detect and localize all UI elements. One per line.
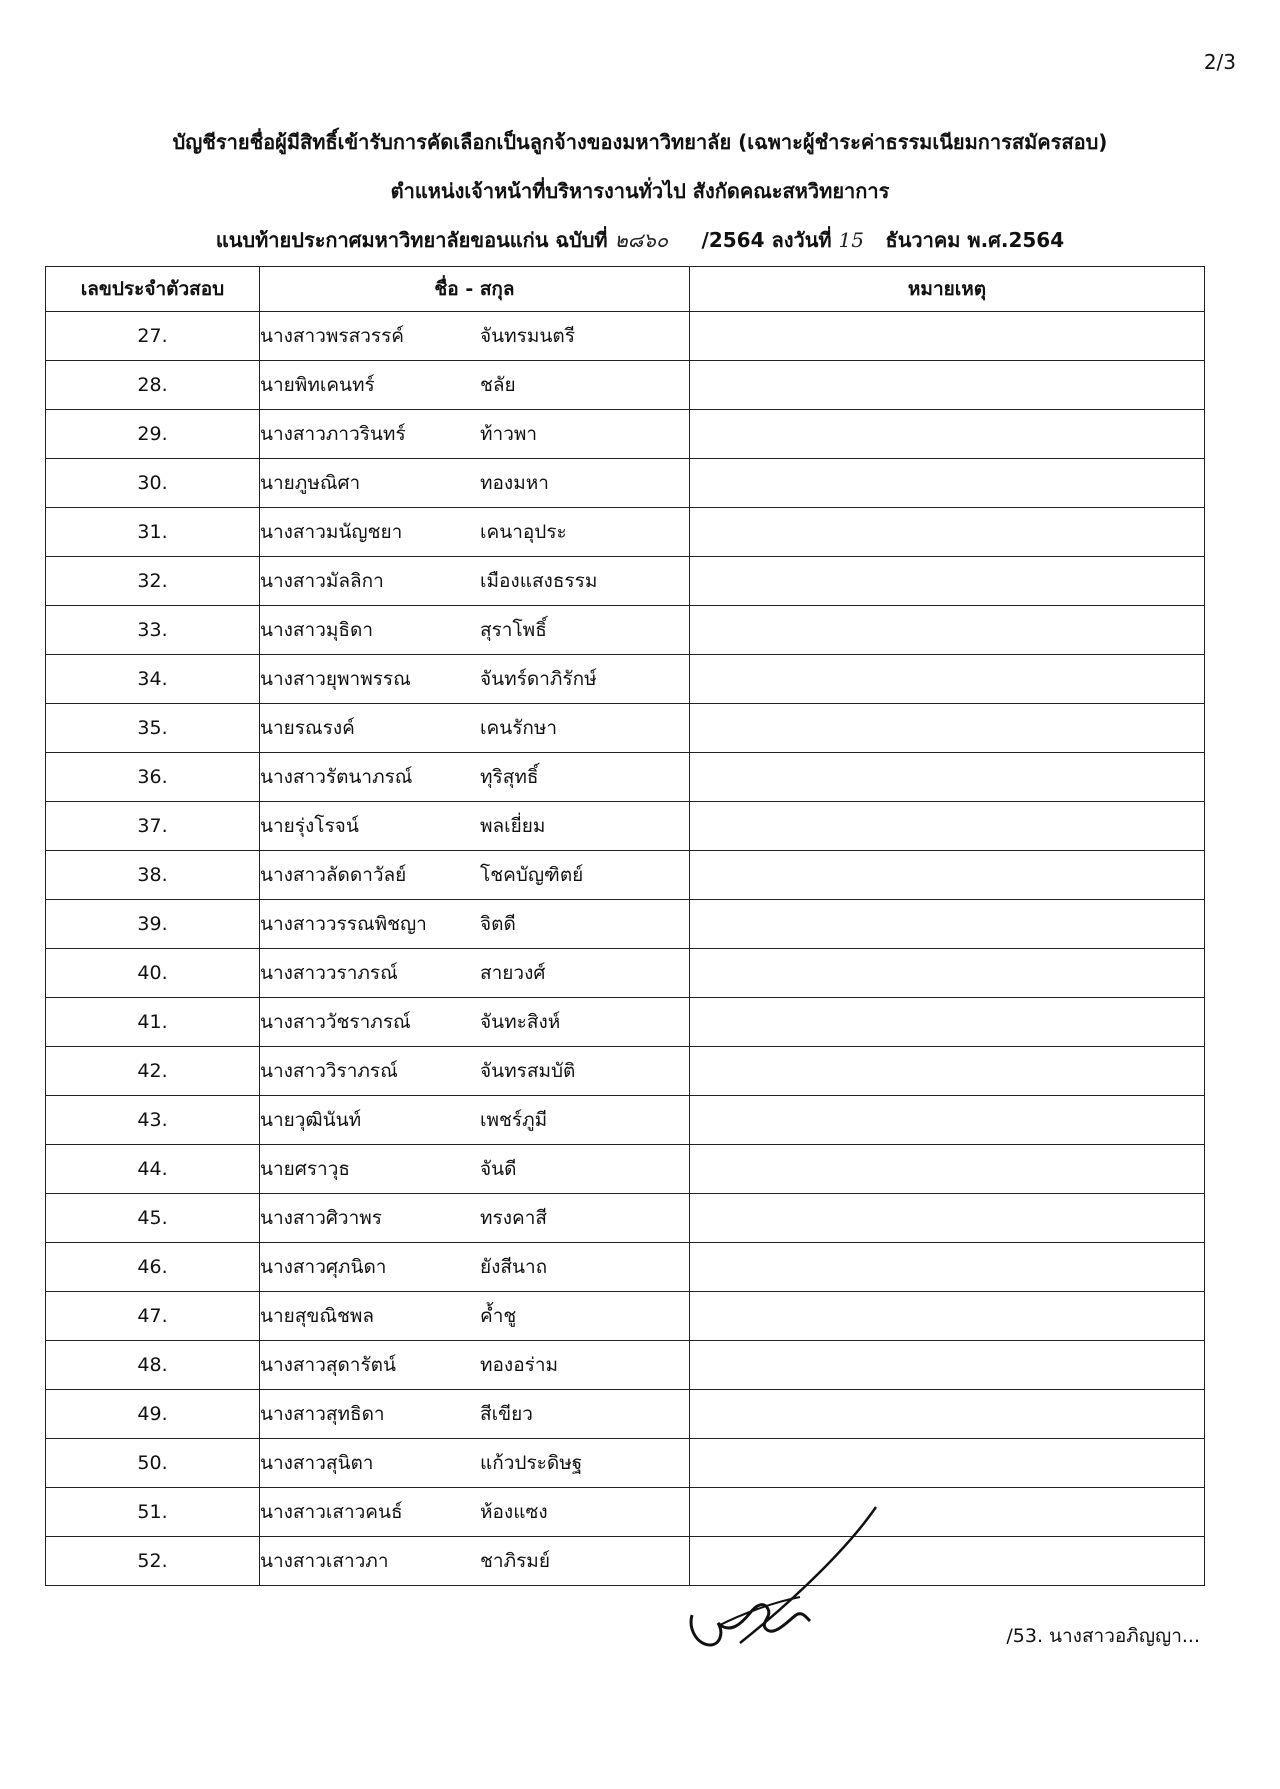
name-cell (260, 1145, 690, 1194)
remarks-cell (690, 802, 1205, 851)
page-number: 2/3 (1203, 50, 1236, 74)
name-cell (260, 704, 690, 753)
name-cell (260, 949, 690, 998)
remarks-cell (690, 1341, 1205, 1390)
last-name: ค้ำชู (480, 1305, 517, 1327)
table-row (46, 1390, 1205, 1439)
first-name: นางสาวเสาวภา (260, 1550, 389, 1572)
last-name: ทองมหา (480, 472, 549, 494)
last-name: เคนรักษา (480, 717, 558, 739)
remarks-cell (690, 1145, 1205, 1194)
last-name: เมืองแสงธรรม (480, 570, 598, 592)
exam-id-cell: 42. (46, 1047, 260, 1096)
announcement-month-year: ธันวาคม พ.ศ.2564 (885, 228, 1065, 252)
remarks-cell (690, 1047, 1205, 1096)
first-name: นายพิทเคนทร์ (260, 374, 375, 396)
last-name: ห้องแซง (480, 1501, 548, 1523)
name-cell (260, 1439, 690, 1488)
remarks-cell (690, 704, 1205, 753)
exam-id-cell: 33. (46, 606, 260, 655)
remarks-cell (690, 1390, 1205, 1439)
name-cell (260, 753, 690, 802)
last-name: สายวงศ์ (480, 962, 546, 984)
last-name: ชาภิรมย์ (480, 1550, 550, 1572)
first-name: นายสุขณิชพล (260, 1305, 375, 1327)
table-row (46, 1145, 1205, 1194)
remarks-cell (690, 606, 1205, 655)
exam-id-cell: 51. (46, 1488, 260, 1537)
exam-id-cell: 35. (46, 704, 260, 753)
name-cell (260, 361, 690, 410)
name-cell (260, 459, 690, 508)
first-name: นายภูษณิศา (260, 472, 361, 494)
remarks-cell (690, 1439, 1205, 1488)
name-cell (260, 410, 690, 459)
name-cell (260, 508, 690, 557)
exam-id-cell: 27. (46, 312, 260, 361)
first-name: นายวุฒินันท์ (260, 1109, 362, 1131)
table-row (46, 1341, 1205, 1390)
exam-id-cell: 45. (46, 1194, 260, 1243)
remarks-cell (690, 410, 1205, 459)
table-row (46, 606, 1205, 655)
exam-id-cell: 44. (46, 1145, 260, 1194)
last-name: สีเขียว (480, 1403, 533, 1425)
name-cell (260, 1341, 690, 1390)
exam-id-cell: 38. (46, 851, 260, 900)
name-cell (260, 1292, 690, 1341)
header-remarks: หมายเหตุ (690, 267, 1205, 312)
name-cell (260, 606, 690, 655)
exam-id-cell: 31. (46, 508, 260, 557)
table-row (46, 802, 1205, 851)
exam-id-cell: 49. (46, 1390, 260, 1439)
first-name: นางสาววัชราภรณ์ (260, 1011, 411, 1033)
last-name: ยังสีนาถ (480, 1256, 548, 1278)
exam-id-cell: 39. (46, 900, 260, 949)
last-name: ชลัย (480, 374, 516, 396)
first-name: นางสาวมัลลิกา (260, 570, 384, 592)
last-name: จันทะสิงห์ (480, 1011, 561, 1033)
last-name: จันทรมนตรี (480, 325, 575, 347)
announcement-reference (0, 224, 1280, 256)
first-name: นางสาวยุพาพรรณ (260, 668, 411, 690)
exam-id-cell: 32. (46, 557, 260, 606)
first-name: นางสาวเสาวคนธ์ (260, 1501, 403, 1523)
table-row (46, 312, 1205, 361)
exam-id-cell: 47. (46, 1292, 260, 1341)
header-full-name: ชื่อ - สกุล (260, 267, 690, 312)
exam-id-cell: 50. (46, 1439, 260, 1488)
table-row (46, 508, 1205, 557)
remarks-cell (690, 851, 1205, 900)
first-name: นางสาวศิวาพร (260, 1207, 382, 1229)
table-row (46, 1194, 1205, 1243)
handwritten-announcement-number: ๒๘๖๐ (614, 228, 669, 252)
first-name: นายศราวุธ (260, 1158, 350, 1180)
header-exam-id: เลขประจำตัวสอบ (46, 267, 260, 312)
name-cell (260, 557, 690, 606)
remarks-cell (690, 1292, 1205, 1341)
name-cell (260, 802, 690, 851)
document-title: บัญชีรายชื่อผู้มีสิทธิ์เข้ารับการคัดเลือกเป็นลูกจ้างของมหาวิทยาลัย (เฉพาะผู้ชำระค่าธรรมเนียมการสมัครสอบ) (172, 130, 1108, 154)
table-row (46, 655, 1205, 704)
last-name: ทองอร่าม (480, 1354, 559, 1376)
first-name: นางสาวรัตนาภรณ์ (260, 766, 413, 788)
last-name: แก้วประดิษฐ (480, 1452, 583, 1474)
last-name: ทุริสุทธิ์ (480, 766, 539, 788)
first-name: นางสาววรรณพิชญา (260, 913, 427, 935)
exam-id-cell: 43. (46, 1096, 260, 1145)
first-name: นางสาวพรสวรรค์ (260, 325, 404, 347)
first-name: นางสาวภาวรินทร์ (260, 423, 406, 445)
signature-mark (680, 1505, 910, 1665)
exam-id-cell: 29. (46, 410, 260, 459)
table-row (46, 1439, 1205, 1488)
first-name: นางสาววิราภรณ์ (260, 1060, 398, 1082)
remarks-cell (690, 312, 1205, 361)
exam-id-cell: 52. (46, 1537, 260, 1586)
table-header-row (46, 267, 1205, 312)
name-cell (260, 851, 690, 900)
exam-id-cell: 37. (46, 802, 260, 851)
name-cell (260, 1047, 690, 1096)
table-row (46, 1047, 1205, 1096)
remarks-cell (690, 508, 1205, 557)
last-name: สุราโพธิ์ (480, 619, 547, 641)
name-cell (260, 1194, 690, 1243)
last-name: จันทรสมบัติ (480, 1060, 576, 1082)
position-subtitle: ตำแหน่งเจ้าหน้าที่บริหารงานทั่วไป สังกัดคณะสหวิทยาการ (390, 179, 890, 203)
last-name: เพชร์ภูมี (480, 1109, 548, 1131)
remarks-cell (690, 1243, 1205, 1292)
last-name: โชคบัญฑิตย์ (480, 864, 584, 886)
table-row (46, 410, 1205, 459)
name-cell (260, 312, 690, 361)
first-name: นางสาวสุทธิดา (260, 1403, 385, 1425)
name-cell (260, 998, 690, 1047)
remarks-cell (690, 459, 1205, 508)
table-body (46, 312, 1205, 1586)
table-row (46, 557, 1205, 606)
first-name: นางสาวสุนิตา (260, 1452, 374, 1474)
table-row (46, 998, 1205, 1047)
table-row (46, 949, 1205, 998)
remarks-cell (690, 557, 1205, 606)
first-name: นางสาววราภรณ์ (260, 962, 398, 984)
first-name: นายรณรงค์ (260, 717, 355, 739)
remarks-cell (690, 655, 1205, 704)
announcement-prefix: แนบท้ายประกาศมหาวิทยาลัยขอนแก่น ฉบับที่ (215, 228, 608, 252)
first-name: นายรุ่งโรจน์ (260, 815, 359, 837)
table-row (46, 361, 1205, 410)
table-row (46, 1243, 1205, 1292)
name-cell (260, 1243, 690, 1292)
exam-id-cell: 34. (46, 655, 260, 704)
name-cell (260, 1537, 690, 1586)
table-row (46, 753, 1205, 802)
table-row (46, 459, 1205, 508)
remarks-cell (690, 949, 1205, 998)
last-name: ทรงคาสี (480, 1207, 547, 1229)
last-name: เคนาอุประ (480, 521, 567, 543)
first-name: นางสาวสุดารัตน์ (260, 1354, 397, 1376)
last-name: พลเยี่ยม (480, 815, 546, 837)
exam-id-cell: 36. (46, 753, 260, 802)
name-cell (260, 1390, 690, 1439)
remarks-cell (690, 753, 1205, 802)
table-row (46, 851, 1205, 900)
handwritten-day: 15 (838, 228, 864, 252)
exam-id-cell: 40. (46, 949, 260, 998)
remarks-cell (690, 998, 1205, 1047)
first-name: นางสาวลัดดาวัลย์ (260, 864, 407, 886)
table-row (46, 1292, 1205, 1341)
candidate-table (45, 266, 1205, 1586)
first-name: นางสาวมุธิดา (260, 619, 373, 641)
exam-id-cell: 41. (46, 998, 260, 1047)
exam-id-cell: 28. (46, 361, 260, 410)
remarks-cell (690, 1194, 1205, 1243)
first-name: นางสาวมนัญชยา (260, 521, 403, 543)
table-row (46, 704, 1205, 753)
name-cell (260, 1096, 690, 1145)
last-name: จิตดี (480, 913, 516, 935)
last-name: ท้าวพา (480, 423, 538, 445)
last-name: จันทร์ดาภิรักษ์ (480, 668, 597, 690)
first-name: นางสาวศุภนิดา (260, 1256, 387, 1278)
exam-id-cell: 48. (46, 1341, 260, 1390)
table-row (46, 900, 1205, 949)
name-cell (260, 1488, 690, 1537)
table-row (46, 1537, 1205, 1586)
exam-id-cell: 30. (46, 459, 260, 508)
table-row (46, 1096, 1205, 1145)
exam-id-cell: 46. (46, 1243, 260, 1292)
table-row (46, 1488, 1205, 1537)
remarks-cell (690, 900, 1205, 949)
last-name: จันดี (480, 1158, 517, 1180)
continuation-note: /53. นางสาวอภิญญา... (1006, 1625, 1200, 1647)
name-cell (260, 655, 690, 704)
announcement-year-date-label: /2564 ลงวันที่ (701, 228, 832, 252)
remarks-cell (690, 1096, 1205, 1145)
name-cell (260, 900, 690, 949)
remarks-cell (690, 361, 1205, 410)
